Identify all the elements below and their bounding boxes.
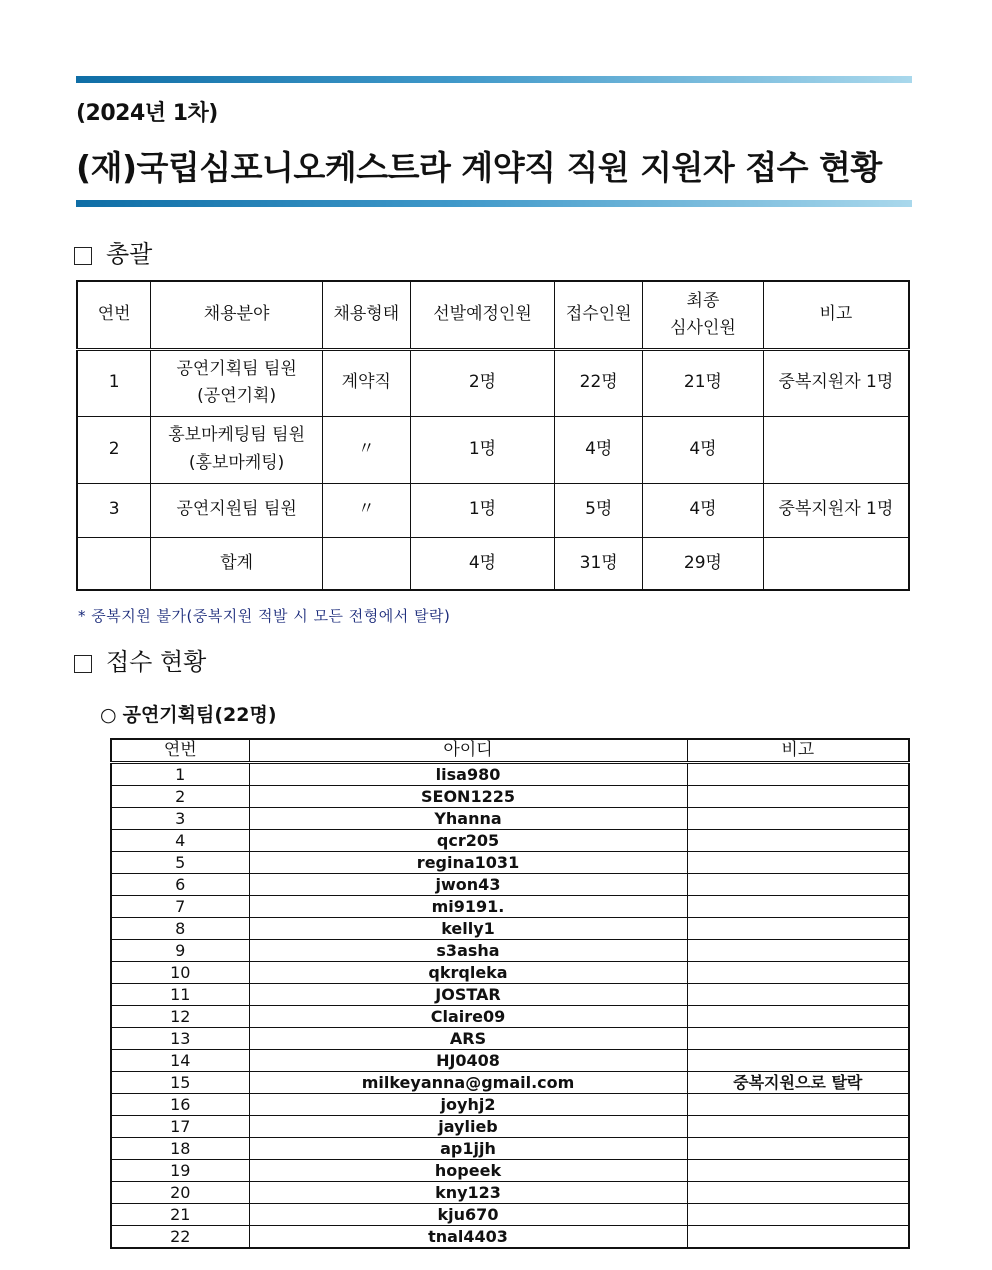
applicant-cell-no: 17 — [111, 1116, 249, 1138]
applicant-cell-id: joyhj2 — [249, 1094, 687, 1116]
summary-total-type — [322, 537, 410, 590]
summary-cell-received: 4명 — [555, 416, 643, 483]
applicant-cell-id: kelly1 — [249, 918, 687, 940]
applicant-cell-note — [687, 852, 909, 874]
applicant-cell-no: 9 — [111, 940, 249, 962]
summary-total-received: 31명 — [555, 537, 643, 590]
applicant-cell-note — [687, 1006, 909, 1028]
applicant-row — [111, 1182, 909, 1204]
applicant-cell-id: HJ0408 — [249, 1050, 687, 1072]
applicant-cell-id: s3asha — [249, 940, 687, 962]
applicant-cell-id: jwon43 — [249, 874, 687, 896]
summary-cell-type: 〃 — [322, 416, 410, 483]
applicant-cell-id: jaylieb — [249, 1116, 687, 1138]
applicant-row — [111, 962, 909, 984]
applicant-row — [111, 786, 909, 808]
applicant-row — [111, 1094, 909, 1116]
summary-header-field: 채용분야 — [151, 281, 323, 349]
applicant-cell-note: 중복지원으로 탈락 — [687, 1072, 909, 1094]
applicant-cell-id: mi9191. — [249, 896, 687, 918]
summary-header-final-line1: 최종 — [686, 290, 720, 311]
summary-cell-final: 21명 — [643, 349, 764, 416]
applicant-header-row — [111, 739, 909, 763]
applicant-cell-note — [687, 1226, 909, 1249]
team-heading — [100, 700, 277, 727]
summary-cell-no: 3 — [77, 483, 151, 537]
applicant-cell-note — [687, 830, 909, 852]
applicant-row — [111, 1160, 909, 1182]
summary-cell-received: 22명 — [555, 349, 643, 416]
summary-header-note: 비고 — [763, 281, 909, 349]
applicant-cell-note — [687, 1094, 909, 1116]
applicant-cell-id: ARS — [249, 1028, 687, 1050]
summary-cell-field — [151, 416, 323, 483]
summary-cell-type: 계약직 — [322, 349, 410, 416]
applicant-cell-note — [687, 808, 909, 830]
applicant-cell-no: 11 — [111, 984, 249, 1006]
applicant-cell-note — [687, 896, 909, 918]
summary-cell-no: 1 — [77, 349, 151, 416]
applicant-cell-no: 4 — [111, 830, 249, 852]
summary-total-no — [77, 537, 151, 590]
applicant-cell-no: 7 — [111, 896, 249, 918]
applicant-row — [111, 1050, 909, 1072]
summary-header-planned: 선발예정인원 — [410, 281, 555, 349]
applicant-table-body — [111, 763, 909, 1249]
summary-header-type: 채용형태 — [322, 281, 410, 349]
summary-total-row — [77, 537, 909, 590]
summary-cell-note: 중복지원자 1명 — [763, 349, 909, 416]
applicant-cell-note — [687, 874, 909, 896]
summary-cell-field — [151, 349, 323, 416]
applicant-row — [111, 874, 909, 896]
applicant-cell-id: qcr205 — [249, 830, 687, 852]
applicant-cell-note — [687, 1138, 909, 1160]
checkbox-square-icon — [74, 655, 92, 673]
applicant-cell-id: Claire09 — [249, 1006, 687, 1028]
applicant-cell-id: lisa980 — [249, 763, 687, 786]
summary-cell-planned: 2명 — [410, 349, 555, 416]
summary-row — [77, 349, 909, 416]
applicant-row — [111, 1072, 909, 1094]
applicant-cell-no: 15 — [111, 1072, 249, 1094]
applicant-cell-no: 10 — [111, 962, 249, 984]
applicant-cell-no: 3 — [111, 808, 249, 830]
applicant-cell-id: JOSTAR — [249, 984, 687, 1006]
applicant-cell-id: tnal4403 — [249, 1226, 687, 1249]
applicant-row — [111, 1138, 909, 1160]
applicant-cell-id: Yhanna — [249, 808, 687, 830]
applicant-cell-no: 2 — [111, 786, 249, 808]
applicant-cell-note — [687, 1160, 909, 1182]
applicant-row — [111, 918, 909, 940]
summary-cell-note: 중복지원자 1명 — [763, 483, 909, 537]
summary-cell-type: 〃 — [322, 483, 410, 537]
applicant-row — [111, 1116, 909, 1138]
summary-header-final — [643, 281, 764, 349]
summary-header-received: 접수인원 — [555, 281, 643, 349]
summary-total-label: 합계 — [151, 537, 323, 590]
applicant-cell-id: kny123 — [249, 1182, 687, 1204]
applicant-row — [111, 1226, 909, 1249]
applicant-cell-no: 16 — [111, 1094, 249, 1116]
title-rule-bottom — [76, 200, 912, 207]
applicant-cell-no: 18 — [111, 1138, 249, 1160]
applicant-row — [111, 1006, 909, 1028]
applicant-cell-id: milkeyanna@gmail.com — [249, 1072, 687, 1094]
section-status-heading — [74, 642, 206, 677]
applicant-cell-id: kju670 — [249, 1204, 687, 1226]
applicant-cell-id: hopeek — [249, 1160, 687, 1182]
summary-header-final-line2: 심사인원 — [670, 317, 736, 338]
applicant-row — [111, 1028, 909, 1050]
applicant-cell-note — [687, 763, 909, 786]
applicant-cell-note — [687, 786, 909, 808]
summary-cell-no: 2 — [77, 416, 151, 483]
applicant-header-no: 연번 — [111, 739, 249, 763]
applicant-cell-note — [687, 984, 909, 1006]
applicant-row — [111, 763, 909, 786]
applicant-cell-note — [687, 940, 909, 962]
applicant-cell-no: 21 — [111, 1204, 249, 1226]
summary-cell-final: 4명 — [643, 416, 764, 483]
applicant-row — [111, 830, 909, 852]
summary-cell-planned: 1명 — [410, 416, 555, 483]
applicant-cell-no: 19 — [111, 1160, 249, 1182]
summary-row — [77, 483, 909, 537]
footnote: * 중복지원 불가(중복지원 적발 시 모든 전형에서 탈락) — [78, 607, 451, 625]
summary-total-note — [763, 537, 909, 590]
applicant-row — [111, 984, 909, 1006]
applicant-cell-note — [687, 1116, 909, 1138]
applicant-header-note: 비고 — [687, 739, 909, 763]
applicant-cell-note — [687, 962, 909, 984]
summary-cell-received: 5명 — [555, 483, 643, 537]
applicant-cell-id: ap1jjh — [249, 1138, 687, 1160]
applicant-cell-no: 22 — [111, 1226, 249, 1249]
summary-cell-field: 공연지원팀 팀원 — [151, 483, 323, 537]
summary-field-line1: 공연기획팀 팀원 — [176, 358, 297, 379]
summary-field-line1: 홍보마케팅팀 팀원 — [168, 425, 305, 446]
applicant-cell-id: regina1031 — [249, 852, 687, 874]
applicant-cell-note — [687, 1182, 909, 1204]
checkbox-square-icon — [74, 247, 92, 265]
summary-header-row — [77, 281, 909, 349]
summary-total-planned: 4명 — [410, 537, 555, 590]
applicant-cell-no: 5 — [111, 852, 249, 874]
document-title: (재)국립심포니오케스트라 계약직 직원 지원자 접수 현황 — [76, 148, 882, 187]
applicant-cell-no: 13 — [111, 1028, 249, 1050]
circle-bullet-icon: ○ — [100, 704, 117, 726]
section-summary-title: 총괄 — [106, 240, 153, 268]
summary-cell-note — [763, 416, 909, 483]
summary-header-no: 연번 — [77, 281, 151, 349]
summary-field-line2: (홍보마케팅) — [188, 452, 285, 473]
applicant-cell-no: 20 — [111, 1182, 249, 1204]
applicant-row — [111, 1204, 909, 1226]
applicant-row — [111, 852, 909, 874]
summary-cell-final: 4명 — [643, 483, 764, 537]
summary-table — [76, 280, 910, 591]
applicant-row — [111, 808, 909, 830]
applicant-cell-id: qkrqleka — [249, 962, 687, 984]
document-subtitle: (2024년 1차) — [76, 101, 218, 126]
applicant-cell-note — [687, 1028, 909, 1050]
applicant-header-id: 아이디 — [249, 739, 687, 763]
applicant-cell-no: 6 — [111, 874, 249, 896]
applicant-table — [110, 738, 910, 1249]
applicant-cell-note — [687, 1050, 909, 1072]
applicant-cell-note — [687, 1204, 909, 1226]
title-rule-top — [76, 76, 912, 83]
applicant-cell-no: 1 — [111, 763, 249, 786]
summary-total-final: 29명 — [643, 537, 764, 590]
applicant-row — [111, 940, 909, 962]
team-title: 공연기획팀(22명) — [122, 704, 277, 726]
applicant-cell-no: 8 — [111, 918, 249, 940]
applicant-row — [111, 896, 909, 918]
applicant-cell-note — [687, 918, 909, 940]
summary-row — [77, 416, 909, 483]
section-status-title: 접수 현황 — [106, 648, 207, 676]
applicant-cell-id: SEON1225 — [249, 786, 687, 808]
applicant-cell-no: 14 — [111, 1050, 249, 1072]
summary-cell-planned: 1명 — [410, 483, 555, 537]
summary-field-line2: (공연기획) — [197, 386, 277, 406]
section-summary-heading — [74, 234, 152, 269]
applicant-cell-no: 12 — [111, 1006, 249, 1028]
